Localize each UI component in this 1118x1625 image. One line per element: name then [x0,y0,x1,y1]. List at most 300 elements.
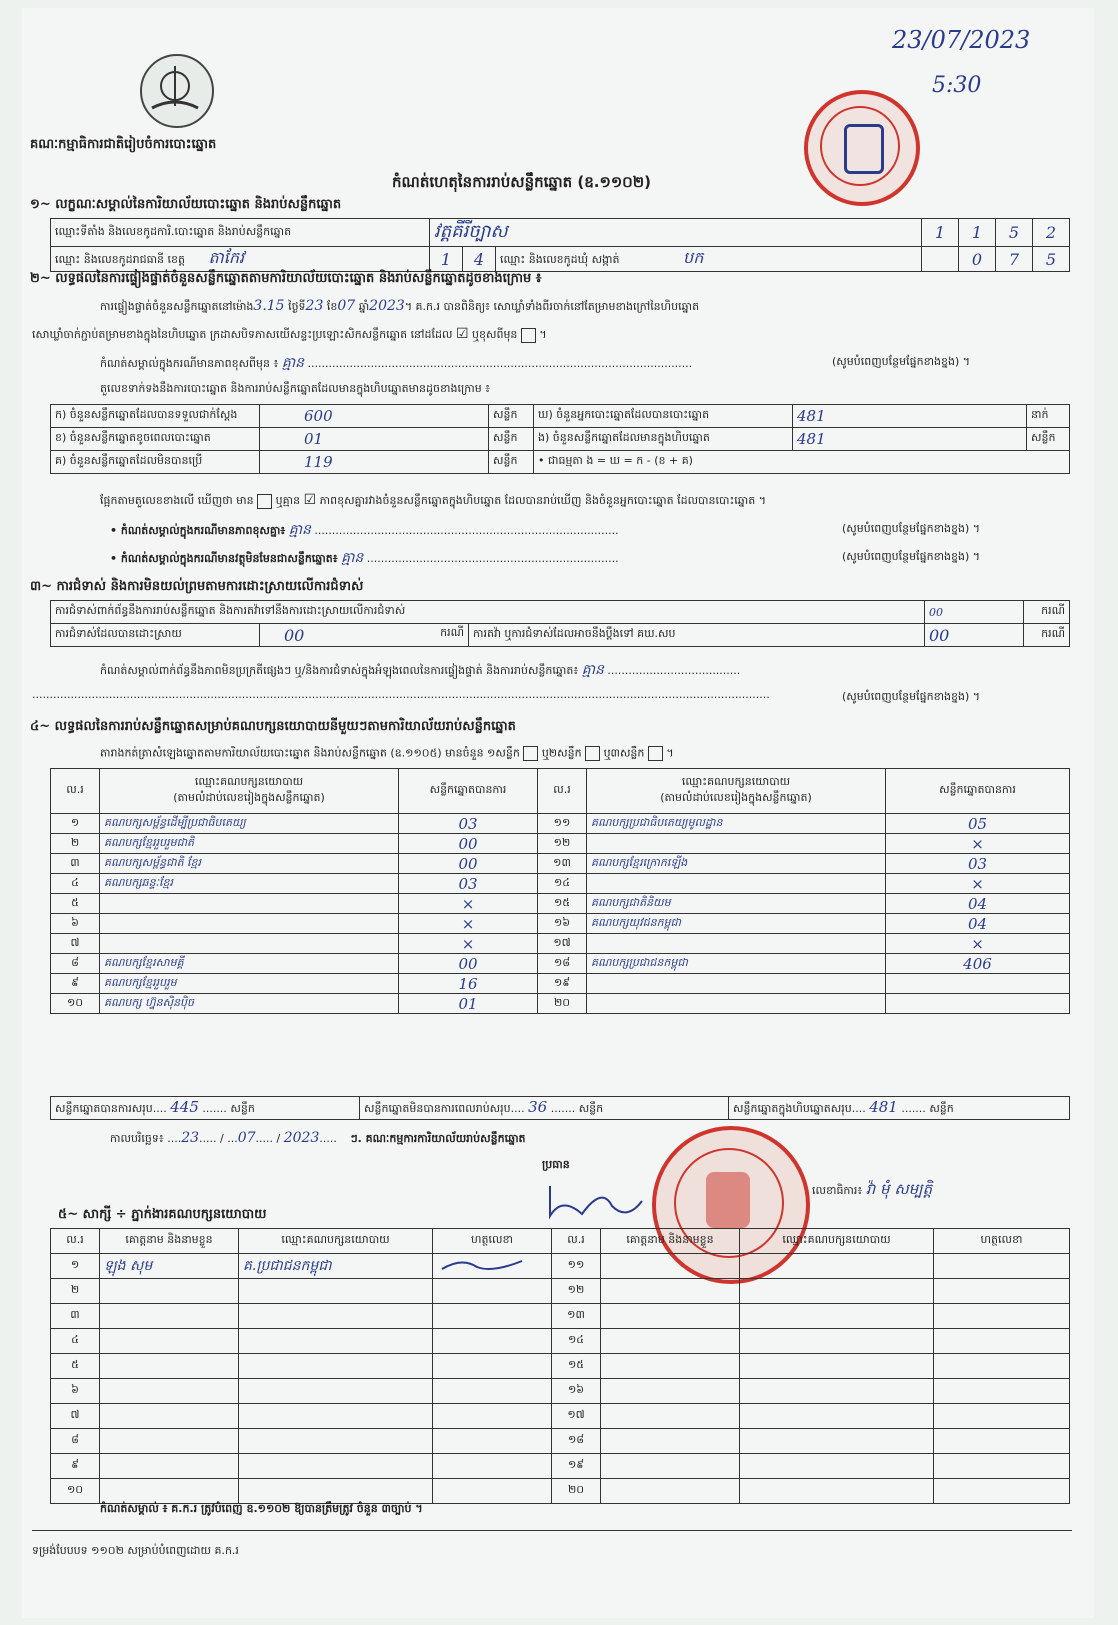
checkbox-2-sheets[interactable] [585,746,600,761]
witness-party-left [239,1454,433,1479]
section2-heading: ២~ លទ្ធផលនៃការផ្ទៀងផ្ទាត់ចំនួនសន្លឹកឆ្នោតតាមការិយាល័យបោះឆ្នោត និងរាប់សន្លឹកឆ្នោតដូចខាងក្រោម ៖ [30,271,542,286]
witness-party-left [239,1404,433,1429]
party-votes-right: × [886,874,1070,894]
witness-no-right: ១២ [552,1279,601,1304]
party-name-left [100,894,399,914]
party-votes-left: 00 [399,854,538,874]
party-no-right: ១៣ [538,854,587,874]
note2-fill-more: (សូមបំពេញបន្ថែមផ្នែកខាងខ្នង) ។ [842,522,981,535]
row-e-unit: សន្លឹក [1027,428,1070,451]
note1-value: គ្មាន [281,355,305,371]
witness-party-left [239,1479,433,1504]
party-no-left: ១ [51,814,100,834]
party-no-left: ៤ [51,874,100,894]
party-votes-right [886,974,1070,994]
witness-no-right: ១១ [552,1254,601,1279]
party-no-right: ១៤ [538,874,587,894]
witness-sign-right [934,1479,1070,1504]
option-3-sheets: ឬ៣សន្លឹក [603,746,645,760]
note2-label: • កំណត់សម្គាល់ក្នុងករណីមានភាពខុសគ្នា៖ [110,524,286,537]
date-day: 23 [181,1130,200,1146]
objection-row1-unit: ករណី [1023,601,1069,624]
section3-note-label: កំណត់សម្គាល់ពាក់ព័ន្ធនឹងភាពមិនប្រក្រតីផ្សេងៗ ឬ/និងការជំទាស់ក្នុងអំឡុងពេលនៃការផ្ទៀងផ្ទាត់ និងការរាប់សន្លឹកឆ្នោត៖ [100,664,579,677]
party-votes-left: × [399,934,538,954]
w-col-party-right: ឈ្មោះគណបក្សនយោបាយ [740,1229,934,1254]
section2-para2: សោឃ្លាំចាក់ភ្ជាប់តម្រាមខាងក្នុងនៃហិបឆ្នោត ក្រដាសបិទភាសយើសន្ទះប្រឡោះសិកសន្លឹកឆ្នោត នៅដដែល ☑ ឬខុសពីមុន ។ [32,326,547,342]
station-label: ឈ្មោះទីតាំង និងលេខកូដការិ.បោះឆ្នោត និងរាប់សន្លឹកឆ្នោត [51,219,430,247]
witness-signature [437,1255,527,1275]
party-votes-right: × [886,934,1070,954]
party-name-left: គណបក្សសម្ព័ន្ធដើម្បីប្រជាធិបតេយ្យ [100,814,399,834]
station-code-1: 1 [922,219,959,247]
table-row [51,914,1070,934]
objection-appeal-label: ការតវ៉ា ឬការជំទាស់ដែលអាចនឹងប្តឹងទៅ គឃ.សប [469,624,925,647]
objection-resolved-label: ការជំទាស់ដែលបានដោះស្រាយ [51,624,260,647]
table-row [51,894,1070,914]
witness-no-right: ១៦ [552,1379,601,1404]
party-votes-right: 03 [886,854,1070,874]
witness-party-left [239,1329,433,1354]
witness-sign-left [433,1429,552,1454]
objection-resolved-unit: ករណី [440,625,464,639]
w-col-name-right: គោត្តនាម និងនាមខ្លួន [601,1229,740,1254]
row-d-unit: នាក់ [1027,405,1070,428]
witness-no-left: ៧ [51,1404,100,1429]
committee-sign-label: ៗ. គណៈកម្មការការិយាល័យរាប់សន្លឹកឆ្នោត [350,1132,526,1145]
station-name: វត្តគីរីច្បាស [434,221,508,242]
section3-heading: ៣~ ការជំទាស់ និងការមិនយល់ព្រមតាមការដោះស្រាយលើការជំទាស់ [30,579,364,594]
party-name-left [100,934,399,954]
witness-name-left [100,1404,239,1429]
table-row [51,874,1070,894]
province-label: ឈ្មោះ និងលេខកូដរាជធានី ខេត្ត [55,253,185,266]
witness-no-left: ២ [51,1279,100,1304]
para3-text-c: ភាពខុសគ្នារវាងចំនួនសន្លឹកឆ្នោតក្នុងហិបឆ្នោត ដែលបានរាប់ឃើញ និងចំនួនអ្នកបោះឆ្នោត ដែលបានបោះឆ្នោត ។ [319,494,766,507]
party-votes-right: 406 [886,954,1070,974]
section3-fill-more: (សូមបំពេញបន្ថែមផ្នែកខាងខ្នង) ។ [842,690,981,703]
note1-label: កំណត់សម្គាល់ក្នុងករណីមានភាពខុសពីមុន ៖ [100,357,279,370]
w-col-no-left: ល.រ [51,1229,100,1254]
witness-party-right [740,1379,934,1404]
section2-para1 [100,298,699,316]
witness-party-left: គ.ប្រជាជនកម្ពុជា [239,1254,433,1279]
para1-text-c: ខែ [326,300,338,313]
party-votes-right: 04 [886,894,1070,914]
witness-party-right [740,1454,934,1479]
party-no-left: ២ [51,834,100,854]
witness-sign-right [934,1354,1070,1379]
check-day: 23 [305,298,324,314]
w-col-party-left: ឈ្មោះគណបក្សនយោបាយ [239,1229,433,1254]
section1-table [50,218,1070,272]
witness-sign-left [433,1354,552,1379]
form-title: កំណត់ហេតុនៃការរាប់សន្លឹកឆ្នោត (ឧ.១១០២) [392,173,652,191]
section3-note: កំណត់សម្គាល់ពាក់ព័ន្ធនឹងភាពមិនប្រក្រតីផ្សេងៗ ឬ/និងការជំទាស់ក្នុងអំឡុងពេលនៃការផ្ទៀងផ្ទាត់ និងការរាប់សន្លឹកឆ្នោត៖ គ្មាន ...................................... [100,662,741,678]
party-no-left: ៧ [51,934,100,954]
row-d-value: 481 [793,405,1027,428]
footnote: កំណត់សម្គាល់ ៖ គ.ក.រ ត្រូវបំពេញ ឧ.១១០២ ឱ្យបានត្រឹមត្រូវ ចំនួន ៣ច្បាប់ ។ [100,1502,423,1515]
witness-row [51,1429,1070,1454]
row-a-label: ក) ចំនួនសន្លឹកឆ្នោតដែលបានទទួលជាក់ស្តែង [51,405,260,428]
row-a-value: 600 [260,405,489,428]
party-name-left: គណបក្សឆន្ទៈខ្មែរ [100,874,399,894]
party-name-right [587,934,886,954]
witness-name-left [100,1379,239,1404]
witness-name-right [601,1354,740,1379]
dots-line: ................................................................................................................................................................................................................... [32,688,770,701]
checkbox-3-sheets[interactable] [648,746,663,761]
witness-row [51,1329,1070,1354]
row-c-value: 119 [260,451,489,474]
party-name-left: គណបក្សខ្មែររួបរួមជាតិ [100,834,399,854]
witness-row [51,1254,1070,1279]
party-name-left: គណបក្សសម្ព័ន្ធជាតិ ខ្មែរ [100,854,399,874]
row-e-value: 481 [793,428,1027,451]
date-label: កាលបរិច្ឆេទ៖ [110,1132,164,1145]
witness-sign-right [934,1379,1070,1404]
date-year: 2023 [283,1130,320,1146]
witness-sign-right [934,1254,1070,1279]
station-code-4: 2 [1033,219,1070,247]
w-col-no-right: ល.រ [552,1229,601,1254]
witness-row [51,1404,1070,1429]
w-col-sign-left: ហត្ថលេខា [433,1229,552,1254]
w-col-name-left: គោត្តនាម និងនាមខ្លួន [100,1229,239,1254]
witness-sign-right [934,1329,1070,1354]
objection-row1-value: 00 [924,601,1023,624]
inbox-total-label: សន្លឹកឆ្នោតក្នុងហិបឆ្នោតសរុប [733,1102,852,1115]
commune-name: បក [683,248,704,267]
section2-intro-table: តួលេខទាក់ទងនឹងការបោះឆ្នោត និងការរាប់សន្លឹកឆ្នោតដែលមានក្នុងហិបឆ្នោតមានដូចខាងក្រោម ៖ [100,382,491,395]
secretary-label: លេខាធិការ៖ [812,1184,863,1197]
witness-no-right: ១៩ [552,1454,601,1479]
option-2-sheets: ឬ២សន្លឹក [541,746,582,760]
witness-name-left [100,1479,239,1504]
witness-name-left [100,1454,239,1479]
party-no-left: ៩ [51,974,100,994]
witness-no-right: ១៣ [552,1304,601,1329]
party-no-right: ១៨ [538,954,587,974]
party-no-right: ២០ [538,994,587,1014]
check-month: 07 [337,298,356,314]
table-row [51,934,1070,954]
party-votes-left: × [399,894,538,914]
col-party-left: ឈ្មោះគណបក្សនយោបាយ (តាមលំដាប់លេខរៀងក្នុងសន្លឹកឆ្នោត) [100,769,399,814]
witness-name-left: ឡុង សុម [100,1254,239,1279]
witness-sign-right [934,1304,1070,1329]
party-no-left: ៣ [51,854,100,874]
objection-resolved-value: 00 [284,625,305,645]
committee-name: គណៈកម្មាធិការជាតិរៀបចំការបោះឆ្នោត [30,137,217,152]
party-votes-left: 00 [399,834,538,854]
witness-party-right [740,1279,934,1304]
witness-no-left: ១០ [51,1479,100,1504]
party-votes-left: 16 [399,974,538,994]
note1: កំណត់សម្គាល់ក្នុងករណីមានភាពខុសពីមុន ៖ គ្មាន .............................................................................................................. [100,355,693,371]
w-col-sign-right: ហត្ថលេខា [934,1229,1070,1254]
witness-name-left [100,1429,239,1454]
row-b-unit: សន្លឹក [489,428,534,451]
witness-party-left [239,1379,433,1404]
checkbox-has-difference[interactable] [257,494,272,509]
inbox-total-unit: សន្លឹក [929,1102,954,1115]
col-votes-right: សន្លឹកឆ្នោតបានការ [886,769,1070,814]
row-c-label: គ) ចំនួនសន្លឹកឆ្នោតដែលមិនបានប្រើ [51,451,260,474]
witness-name-right [601,1454,740,1479]
note1-fill-more: (សូមបំពេញបន្ថែមផ្នែកខាងខ្នង) ។ [832,355,971,368]
objection-appeal-value: 00 [924,624,1023,647]
table-row [51,814,1070,834]
witness-sign-left [433,1254,552,1279]
party-name-right: គណបក្សយុវជនកម្ពុជា [587,914,886,934]
witness-no-right: ១៤ [552,1329,601,1354]
party-votes-right: × [886,834,1070,854]
witness-name-right [601,1479,740,1504]
para1-text-d: ឆ្នាំ [358,300,370,313]
party-votes-left: 03 [399,814,538,834]
checkbox-1-sheet[interactable] [523,746,538,761]
party-results-table [50,768,1070,1014]
witness-party-right [740,1304,934,1329]
section4-intro-text: តារាងកត់ត្រាសំឡេងឆ្នោតតាមការិយាល័យបោះឆ្នោត និងរាប់សន្លឹកឆ្នោត (ឧ.១១០៥) មានចំនួន ១សន្លឹក [100,746,520,760]
date-month: 07 [237,1130,256,1146]
party-name-right [587,974,886,994]
commune-code-1: 0 [959,247,996,272]
party-name-right: គណបក្សប្រជាធិបតេយ្យមូលដ្ឋាន [587,814,886,834]
witness-sign-left [433,1454,552,1479]
party-votes-right [886,994,1070,1014]
party-no-left: ៥ [51,894,100,914]
valid-total-unit: សន្លឹក [230,1102,255,1115]
col-votes-left: សន្លឹកឆ្នោតបានការ [399,769,538,814]
witness-no-right: ២០ [552,1479,601,1504]
witness-no-left: ៨ [51,1429,100,1454]
witness-no-left: ១ [51,1254,100,1279]
row-b-label: ខ) ចំនួនសន្លឹកឆ្នោតខូចពេលបោះឆ្នោត [51,428,260,451]
secretary [812,1180,932,1202]
witness-row [51,1479,1070,1504]
party-no-right: ១៥ [538,894,587,914]
col-no-right: ល.រ [538,769,587,814]
bottom-divider [32,1530,1072,1531]
witness-row [51,1379,1070,1404]
row-e-label: ង) ចំនួនសន្លឹកឆ្នោតដែលមានក្នុងហិបឆ្នោត [534,428,793,451]
witness-name-right [601,1404,740,1429]
witness-table [50,1228,1070,1504]
party-no-right: ១១ [538,814,587,834]
witness-no-left: ៩ [51,1454,100,1479]
objection-appeal-unit: ករណី [1023,624,1069,647]
note3-value: គ្មាន [341,550,364,566]
para2-text: សោឃ្លាំចាក់ភ្ជាប់តម្រាមខាងក្នុងនៃហិបឆ្នោត ក្រដាសបិទភាសយើសន្ទះប្រឡោះសិកសន្លឹកឆ្នោត នៅដដែល [32,328,453,341]
row-b-value: 01 [260,428,489,451]
party-name-right: គណបក្សខ្មែរក្រោកឡើង [587,854,886,874]
witness-no-right: ១៥ [552,1354,601,1379]
witness-sign-right [934,1454,1070,1479]
note3-fill-more: (សូមបំពេញបន្ថែមផ្នែកខាងខ្នង) ។ [842,550,981,563]
witness-party-left [239,1304,433,1329]
witness-name-right [601,1379,740,1404]
party-no-left: ៨ [51,954,100,974]
valid-total: 445 [170,1098,199,1116]
checkbox-different[interactable] [521,328,536,343]
witness-no-left: ៦ [51,1379,100,1404]
table-row [51,994,1070,1014]
formula: • ជាធម្មតា ង = ឃ = ក - (ខ + គ) [534,451,1070,474]
party-name-left: គណបក្ស ហ្វ៊ុនស៊ិនប៉ិច [100,994,399,1014]
station-code-3: 5 [996,219,1033,247]
party-name-right: គណបក្សជាតិនិយម [587,894,886,914]
commune-code-2: 7 [996,247,1033,272]
commune-code-3: 5 [1033,247,1070,272]
province-code-1: 1 [430,247,463,272]
party-name-right [587,834,886,854]
witness-no-right: ១៨ [552,1429,601,1454]
witness-name-right [601,1254,740,1279]
witness-name-left [100,1279,239,1304]
table-row [51,834,1070,854]
party-name-right [587,874,886,894]
section3-table [50,600,1070,647]
witness-party-left [239,1354,433,1379]
official-stamp-top [804,90,920,206]
witness-sign-left [433,1479,552,1504]
para2-text-b: ឬខុសពីមុន [472,328,518,341]
check-time: 3.15 [253,298,285,314]
valid-total-label: សន្លឹកឆ្នោតបានការសរុប [55,1102,153,1115]
witness-sign-left [433,1279,552,1304]
section2-para3 [100,492,766,510]
witness-party-right [740,1404,934,1429]
para3-text-a: ផ្អែកតាមតួលេខខាងលើ ឃើញថា មាន [100,494,254,507]
witness-row [51,1304,1070,1329]
col-no-left: ល.រ [51,769,100,814]
party-votes-right: 04 [886,914,1070,934]
witness-no-right: ១៧ [552,1404,601,1429]
province-code-2: 4 [463,247,496,272]
witness-sign-right [934,1279,1070,1304]
witness-name-right [601,1279,740,1304]
witness-name-right [601,1329,740,1354]
form-page [22,8,1094,1618]
witness-party-right [740,1329,934,1354]
chair-label: ប្រធាន [542,1158,570,1171]
note3-label: • កំណត់សម្គាល់ក្នុងករណីមានវត្ថុមិនមែនជាសន្លឹកឆ្នោត៖ [110,552,338,565]
witness-name-left [100,1304,239,1329]
witness-party-right [740,1354,934,1379]
party-name-left: គណបក្សខ្មែរសាមគ្គី [100,954,399,974]
check-year: 2023 [369,298,405,314]
witness-party-right [740,1479,934,1504]
witness-name-right [601,1304,740,1329]
section2-table [50,404,1070,474]
para1-text-b: ថ្ងៃទី [288,300,306,313]
witness-party-right [740,1429,934,1454]
row-a-unit: សន្លឹក [489,405,534,428]
party-votes-right: 05 [886,814,1070,834]
witness-no-left: ៤ [51,1329,100,1354]
note2-value: គ្មាន [288,522,311,538]
party-name-left: គណបក្សខ្មែររួបរួម [100,974,399,994]
section4-intro: តារាងកត់ត្រាសំឡេងឆ្នោតតាមការិយាល័យបោះឆ្នោត និងរាប់សន្លឹកឆ្នោត (ឧ.១១០៥) មានចំនួន ១សន្លឹក ឬ២សន្លឹក ឬ៣សន្លឹក ។ [100,746,674,760]
row-d-label: ឃ) ចំនួនអ្នកបោះឆ្នោតដែលបានបោះឆ្នោត [534,405,793,428]
totals-row: សន្លឹកឆ្នោតបានការសរុប.... 445 ....... សន្លឹក សន្លឹកឆ្នោតមិនបានការពេលរាប់សរុប.... 36 ....... សន្លឹក សន្លឹកឆ្នោតក្នុងហិបឆ្នោតសរុប.... 481 ....... សន្លឹក [50,1096,1070,1120]
section4-heading: ៤~ លទ្ធផលនៃការរាប់សន្លឹកឆ្នោតសម្រាប់គណបក្សនយោបាយនីមួយៗតាមការិយាល័យរាប់សន្លឹកឆ្នោត [30,719,516,734]
secretary-name: វ៉ា មុំ សម្បត្តិ [865,1180,933,1198]
party-no-right: ១៦ [538,914,587,934]
witness-party-right [740,1254,934,1279]
party-votes-left: 00 [399,954,538,974]
col-party-right: ឈ្មោះគណបក្សនយោបាយ (តាមលំដាប់លេខរៀងក្នុងសន្លឹកឆ្នោត) [587,769,886,814]
party-votes-left: 01 [399,994,538,1014]
national-emblem [140,54,214,128]
row-c-unit: សន្លឹក [489,451,534,474]
party-no-right: ១៧ [538,934,587,954]
checkbox-no-difference[interactable]: ☑ [303,492,317,508]
witness-sign-right [934,1429,1070,1454]
table-row [51,954,1070,974]
section3-note-value: គ្មាន [581,662,604,678]
invalid-total: 36 [528,1098,548,1116]
inbox-total: 481 [869,1098,898,1116]
witness-party-left [239,1429,433,1454]
form-code-note: ទម្រង់បែបបទ ១១០២ សម្រាប់បំពេញដោយ គ.ក.រ [32,1544,239,1557]
table-row [51,974,1070,994]
station-code-2: 1 [959,219,996,247]
witness-sign-left [433,1379,552,1404]
witness-name-left [100,1354,239,1379]
witness-sign-left [433,1404,552,1429]
para3-text-b: ឬគ្មាន [275,494,301,507]
section5-heading: ៥~ សាក្សី ÷ ភ្នាក់ងារគណបក្សនយោបាយ [58,1207,267,1222]
party-name-right [587,994,886,1014]
party-votes-left: 03 [399,874,538,894]
handwritten-date: 23/07/2023 [892,26,1031,54]
party-no-left: ៦ [51,914,100,934]
para1-text-e: ។ គ.ក.រ បានពិនិត្យ៖ សោឃ្លាំទាំងពីរចាក់នៅតែម្រាមខាងក្រៅនៃហិបឆ្នោត [404,300,700,313]
party-no-right: ១២ [538,834,587,854]
witness-party-left [239,1279,433,1304]
objection-row1-label: ការជំទាស់ពាក់ព័ន្ធនឹងការរាប់សន្លឹកឆ្នោត និងការតវ៉ាទៅនឹងការដោះស្រាយលើការជំទាស់ [51,601,925,624]
witness-row [51,1454,1070,1479]
note2: • កំណត់សម្គាល់ក្នុងករណីមានភាពខុសគ្នា៖ គ្មាន ....................................................................................... [110,522,619,538]
party-no-left: ១០ [51,994,100,1014]
witness-no-left: ៣ [51,1304,100,1329]
invalid-total-label: សន្លឹកឆ្នោតមិនបានការពេលរាប់សរុប [364,1102,511,1115]
chair-signature [542,1176,652,1230]
party-name-left [100,914,399,934]
signing-date: កាលបរិច្ឆេទ៖ ....23..... / ...07..... / 2023..... ៗ. គណៈកម្មការការិយាល័យរាប់សន្លឹកឆ្នោត [110,1130,526,1146]
note3: • កំណត់សម្គាល់ក្នុងករណីមានវត្ថុមិនមែនជាសន្លឹកឆ្នោត៖ គ្មាន ........................................................................ [110,550,619,566]
witness-name-left [100,1329,239,1354]
para1-text-a: ការផ្ទៀងផ្ទាត់ចំនួនសន្លឹកឆ្នោតនៅម៉ោង [100,300,254,313]
party-no-right: ១៩ [538,974,587,994]
checkbox-same[interactable]: ☑ [455,326,469,342]
witness-no-left: ៥ [51,1354,100,1379]
section1-heading: ១~ លក្ខណៈសម្គាល់នៃការិយាល័យបោះឆ្នោត និងរាប់សន្លឹកឆ្នោត [30,197,342,212]
handwritten-time: 5:30 [932,73,982,98]
party-votes-left: × [399,914,538,934]
party-name-right: គណបក្សប្រជាជនកម្ពុជា [587,954,886,974]
objection-resolved-cell [260,624,469,647]
witness-name-right [601,1429,740,1454]
province-name: តាកែវ [208,248,245,267]
witness-row [51,1354,1070,1379]
table-row [51,854,1070,874]
witness-row [51,1279,1070,1304]
commune-label: ឈ្មោះ និងលេខកូដឃុំ សង្កាត់ [500,253,620,266]
invalid-total-unit: សន្លឹក [578,1102,604,1115]
